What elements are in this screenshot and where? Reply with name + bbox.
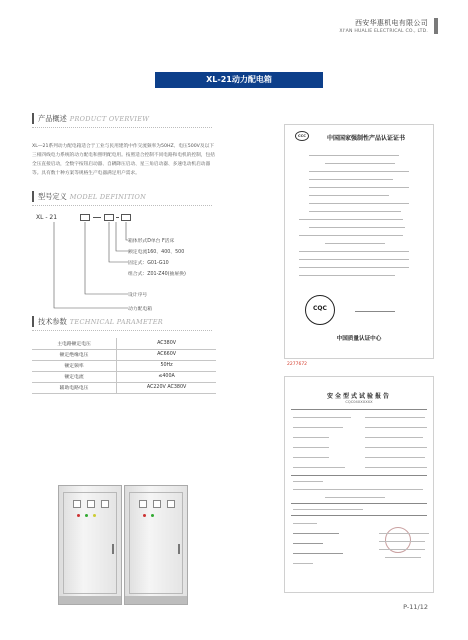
signature (355, 311, 395, 312)
text-line (365, 467, 427, 468)
test-report (284, 376, 434, 593)
text-line (299, 259, 409, 260)
text-line (299, 219, 403, 220)
meter-icon (153, 500, 161, 508)
text-line (379, 533, 429, 534)
text-line (293, 467, 345, 468)
text-line (309, 171, 409, 172)
indicator-light-icon (77, 514, 80, 517)
spec-value: 50Hz (117, 360, 216, 371)
text-line (293, 489, 423, 490)
indicator-light-icon (151, 514, 154, 517)
text-line (309, 155, 399, 156)
table-row (32, 360, 216, 371)
spec-value: AC220V AC380V (117, 382, 216, 393)
spec-name: 额定频率 (32, 360, 117, 371)
table-row (32, 349, 216, 360)
certificate-title: 中国国家强制性产品认证证书 (326, 135, 405, 142)
text-line (293, 427, 343, 428)
indicator-light-icon (93, 514, 96, 517)
text-line (365, 427, 427, 428)
cqc-seal-icon: CQC (305, 295, 335, 325)
table-row (32, 382, 216, 393)
text-line (293, 509, 363, 510)
text-line (309, 187, 409, 188)
meter-icon (101, 500, 109, 508)
text-line (309, 227, 405, 228)
report-number: CQC04XXXXXX (345, 400, 373, 404)
text-line (293, 481, 323, 482)
door-handle (112, 544, 114, 554)
text-line (293, 457, 329, 458)
text-line (365, 417, 425, 418)
text-line (379, 541, 425, 542)
spec-name: 主电路额定电压 (32, 338, 117, 349)
spec-name: 额定绝缘电压 (32, 349, 117, 360)
section-heading-technical (32, 316, 163, 327)
meter-icon (73, 500, 81, 508)
section-title-en: MODEL DEFINITION (69, 192, 147, 201)
company-name-en: XI'AN HUALIE ELECTRICAL CO., LTD. (339, 29, 428, 34)
text-line (293, 563, 313, 564)
model-label-modular: 组合式：Z01-Z40(抽屉换) (128, 272, 186, 277)
cabinet-base (125, 596, 187, 604)
page-title: XL-21动力配电箱 (155, 72, 323, 88)
certificate-number: 2277672 (287, 362, 308, 367)
report-divider (291, 515, 427, 516)
model-label-enclosure: 箱体形式D单台 F活床 (128, 239, 175, 244)
cabinet-base (59, 596, 121, 604)
text-line (299, 275, 395, 276)
model-label-type: 动力配电箱 (128, 307, 152, 312)
signature (293, 533, 339, 534)
meter-icon (139, 500, 147, 508)
certificate-issuer: 中国质量认证中心 (336, 336, 382, 342)
page-number: P-11/12 (403, 603, 428, 611)
report-divider (291, 409, 427, 410)
spec-name: 额定电流 (32, 371, 117, 382)
text-line (309, 211, 401, 212)
text-line (299, 251, 409, 252)
section-marker (32, 316, 34, 327)
text-line (309, 203, 409, 204)
section-title-cn: 产品概述 (38, 113, 67, 123)
spec-name: 辅助电路电压 (32, 382, 117, 393)
text-line (325, 243, 385, 244)
section-divider (32, 330, 212, 331)
spec-value: ≤400A (117, 371, 216, 382)
spec-table (32, 338, 216, 394)
signature (293, 543, 323, 544)
ccc-logo-icon: CCC (295, 131, 309, 141)
spec-value: AC660V (117, 349, 216, 360)
model-label-current: 额定电流160、400、500 (128, 250, 185, 255)
model-label-design-no: 设计序号 (128, 293, 148, 298)
text-line (293, 523, 317, 524)
text-line (365, 447, 427, 448)
text-line (325, 163, 395, 164)
text-line (325, 497, 385, 498)
section-title-en: TECHNICAL PARAMETER (69, 317, 163, 326)
door-handle (178, 544, 180, 554)
indicator-light-icon (143, 514, 146, 517)
meter-icon (87, 500, 95, 508)
model-code: XL - 21 (36, 214, 58, 221)
text-line (299, 235, 403, 236)
text-line (293, 437, 329, 438)
signature (293, 553, 343, 554)
spec-value: AC380V (117, 338, 216, 349)
table-row (32, 371, 216, 382)
text-line (365, 457, 425, 458)
text-line (309, 179, 393, 180)
indicator-light-icon (85, 514, 88, 517)
table-row (32, 338, 216, 349)
section-title-cn: 技术参数 (38, 316, 67, 326)
overview-paragraph: XL—21系列动力配电箱适合于工业与民用建筑中作交流频率为50HZ、电压500V及以下三相四线电力系统的动力配电和照明配电用。按照适合控制不同电路和电机的控制，包括全压直接启动，全数字按钮启动器、自耦降压启动、星三角启动器、多速电动机启动器等。具有数十种方案等规格生产电器满足用户需求。 (32, 144, 215, 176)
meter-icon (167, 500, 175, 508)
text-line (309, 195, 389, 196)
text-line (293, 447, 329, 448)
company-name-cn: 西安华惠机电有限公司 (355, 19, 428, 27)
text-line (379, 549, 425, 550)
report-divider (291, 475, 427, 476)
text-line (293, 417, 351, 418)
model-label-fixed: 固定式：G01-G10 (128, 261, 169, 266)
text-line (299, 267, 409, 268)
ccc-certificate (284, 124, 434, 359)
cabinet-image-right (124, 485, 188, 605)
text-line (385, 557, 421, 558)
report-divider (291, 503, 427, 504)
section-title-cn: 型号定义 (38, 191, 67, 201)
report-title: 安全型式试验报告 (326, 393, 391, 400)
text-line (365, 437, 423, 438)
cabinet-image-left (58, 485, 122, 605)
section-title-en: PRODUCT OVERVIEW (69, 114, 150, 123)
